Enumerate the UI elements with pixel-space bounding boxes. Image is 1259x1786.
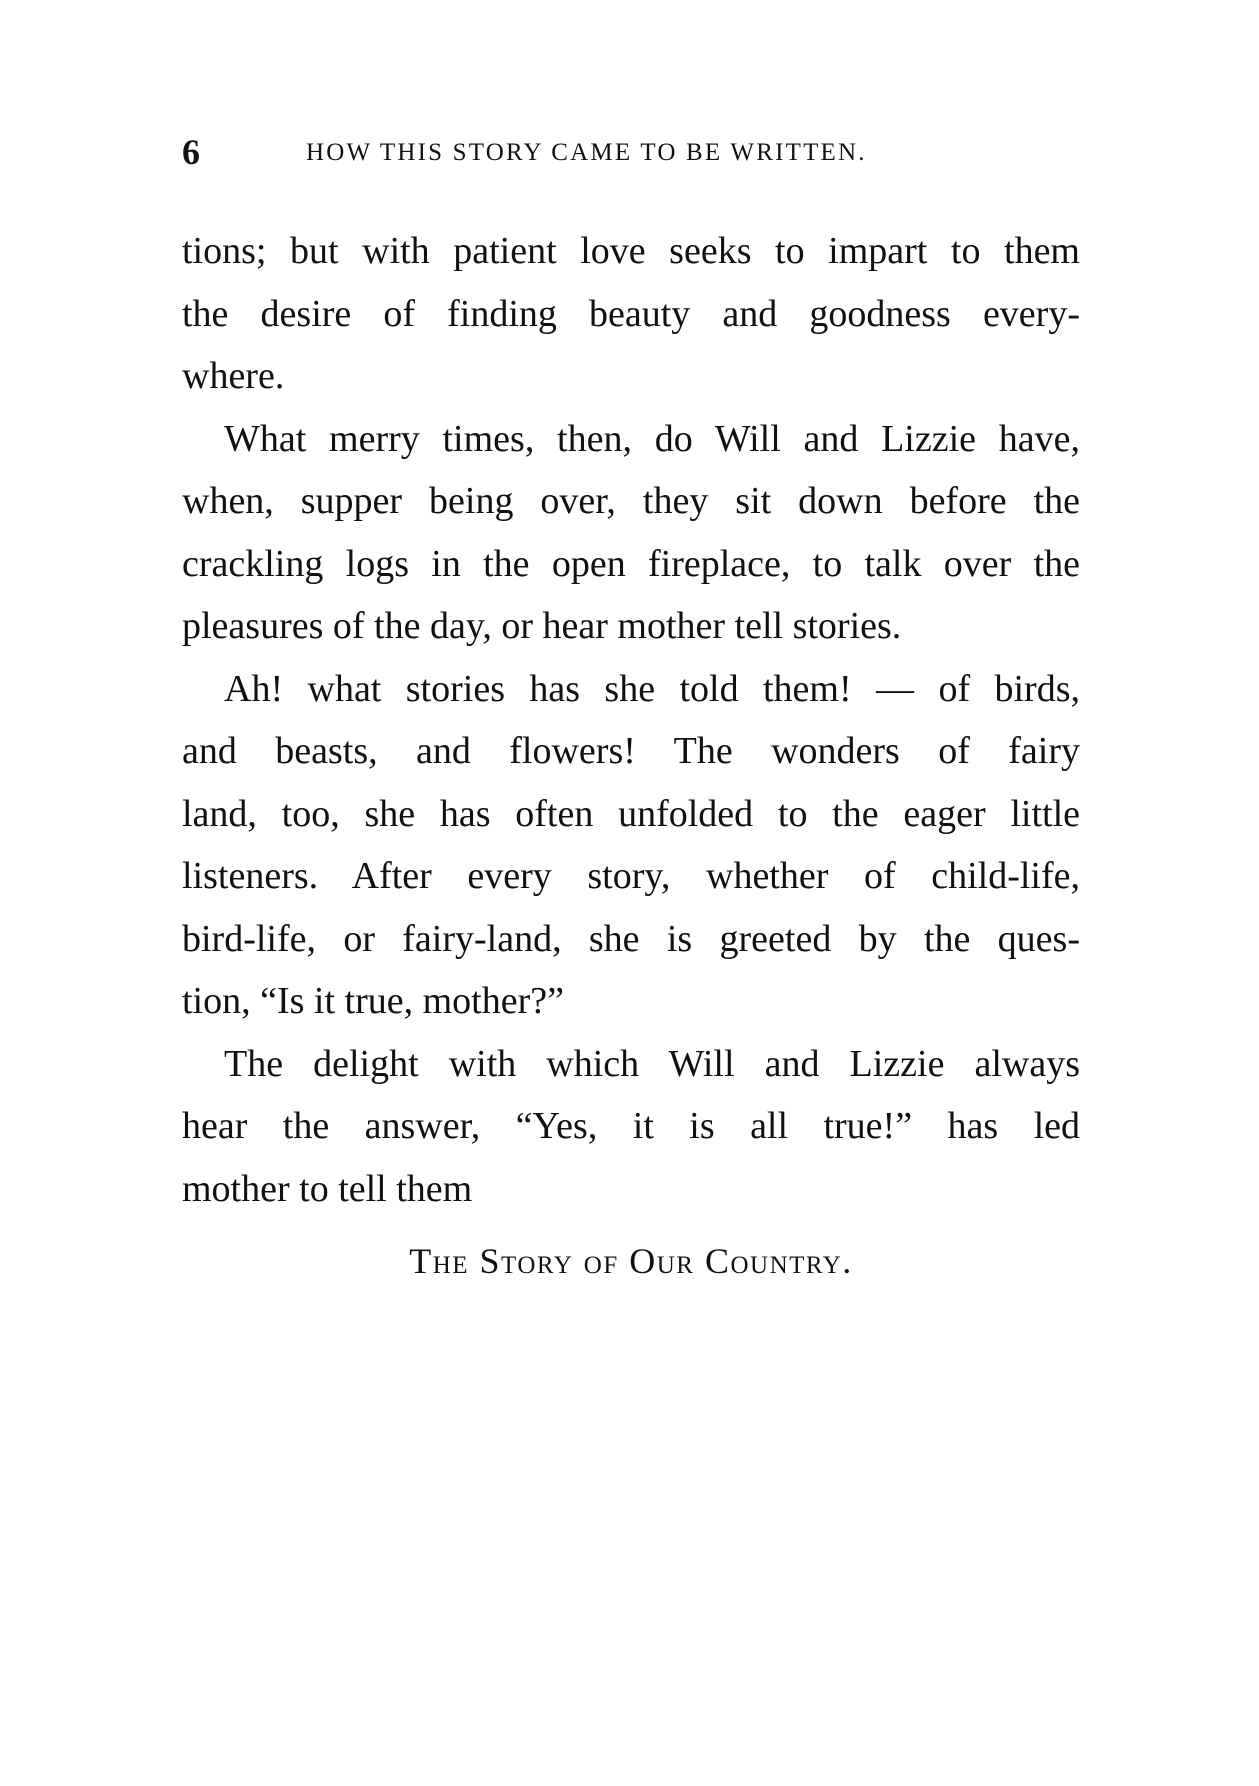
text-line: where. [182, 355, 285, 397]
page-number: 6 [182, 132, 200, 172]
section-heading: The Story of Our Country. [409, 1241, 853, 1281]
paragraph [182, 220, 1080, 408]
body-text [182, 220, 1080, 1220]
text-line: bird-life, or fairy-land, she is greeted by the ques- [182, 917, 1080, 960]
text-line: The delight with which Will and Lizzie always [224, 1042, 1080, 1085]
text-line: tions; but with patient love seeks to impart to them [182, 230, 1080, 272]
text-line: when, supper being over, they sit down before the [182, 480, 1080, 522]
text-line: Ah! what stories has she told them! — of birds, [224, 667, 1080, 710]
text-line: tion, “Is it true, mother?” [182, 980, 564, 1022]
paragraph [182, 658, 1080, 1033]
text-line: listeners. After every story, whether of child-life, [182, 855, 1080, 897]
text-line: mother to tell them [182, 1167, 473, 1210]
running-head [182, 132, 1082, 172]
text-line: the desire of finding beauty and goodness every- [182, 292, 1080, 335]
paragraph [182, 1033, 1080, 1221]
text-line: pleasures of the day, or hear mother tell stories. [182, 605, 902, 647]
text-line: hear the answer, “Yes, it is all true!” has led [182, 1105, 1080, 1147]
paragraph [182, 408, 1080, 658]
running-title: HOW THIS STORY CAME TO BE WRITTEN. [306, 139, 867, 166]
text-line: What merry times, then, do Will and Lizzie have, [224, 417, 1080, 460]
text-line: and beasts, and flowers! The wonders of fairy [182, 730, 1080, 772]
text-line: land, too, she has often unfolded to the eager little [182, 792, 1080, 835]
text-line: crackling logs in the open fireplace, to talk over the [182, 542, 1080, 585]
